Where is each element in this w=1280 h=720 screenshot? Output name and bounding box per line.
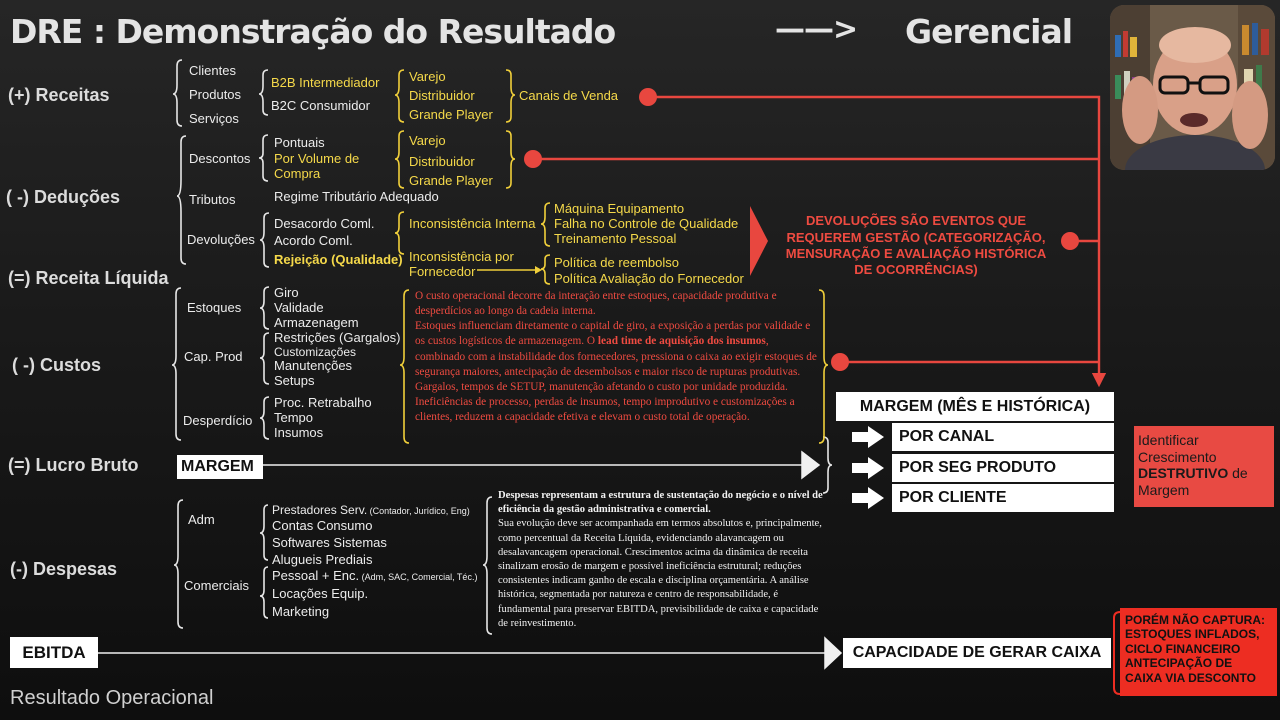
cap-item: Manutenções: [274, 358, 353, 373]
devolucoes-alert-line: DE OCORRÊNCIAS): [854, 262, 978, 277]
devolucoes-alert-line: MENSURAÇÃO E AVALIAÇÃO HISTÓRICA: [785, 246, 1047, 261]
arrow-right-icon: [852, 457, 884, 479]
margem-por-seg-produto: POR SEG PRODUTO: [892, 454, 1114, 482]
margem-por-canal: POR CANAL: [892, 423, 1114, 451]
inconsistencia-fornecedor: Inconsistência por: [409, 249, 514, 264]
margem-note: Identificar Crescimento DESTRUTIVO de Margem: [1134, 426, 1274, 507]
capacidade-box: CAPACIDADE DE GERAR CAIXA: [843, 638, 1111, 668]
channel-item: Distribuidor: [409, 88, 475, 103]
desperdicio-item: Insumos: [274, 425, 324, 440]
fornecedor-cause: Política Avaliação do Fornecedor: [554, 271, 744, 286]
estoques-item: Validade: [274, 300, 324, 315]
adm-item: Softwares Sistemas: [272, 535, 387, 550]
interna-cause: Máquina Equipamento: [554, 201, 685, 216]
receitas-item: Produtos: [189, 87, 242, 102]
arrow-right-icon: [852, 487, 884, 509]
channel-item: Grande Player: [409, 107, 493, 122]
desacordo-label: Desacordo Coml.: [274, 216, 375, 231]
estoques-label: Estoques: [187, 300, 242, 315]
header-arrow: ——>: [775, 12, 858, 47]
adm-item: Prestadores Serv. (Contador, Jurídico, Eng): [272, 503, 470, 517]
pontuais-label: Pontuais: [274, 135, 325, 150]
b2b-label: B2B Intermediador: [271, 75, 380, 90]
channel-item: Varejo: [409, 69, 446, 84]
presenter-photo-icon: [1110, 5, 1275, 170]
receitas-item: Serviços: [189, 111, 239, 126]
comerciais-label: Comerciais: [184, 578, 250, 593]
comerciais-item: Pessoal + Enc. (Adm, SAC, Comercial, Téc.): [272, 568, 478, 583]
red-dot-icon: [524, 150, 542, 168]
cap-item: Setups: [274, 373, 315, 388]
desperdicio-item: Tempo: [274, 410, 314, 425]
level-resultado-operacional: Resultado Operacional: [10, 687, 214, 709]
ebitda-warning: PORÉM NÃO CAPTURA: ESTOQUES INFLADOS, CICLO FINANCEIRO ANTECIPAÇÃO DE CAIXA VIA DESCONTO: [1120, 608, 1277, 696]
level-receitas: (+) Receitas: [8, 85, 110, 105]
level-lucro-bruto: (=) Lucro Bruto: [8, 455, 139, 475]
descontos-label: Descontos: [189, 151, 251, 166]
comerciais-item: Marketing: [272, 604, 330, 619]
interna-cause: Treinamento Pessoal: [554, 231, 677, 246]
desperdicio-item: Proc. Retrabalho: [274, 395, 372, 410]
tributos-label: Tributos: [189, 192, 236, 207]
compra-label: Compra: [274, 166, 321, 181]
regime-label: Regime Tributário Adequado: [274, 189, 439, 204]
acordo-label: Acordo Coml.: [274, 233, 353, 248]
margem-box: MARGEM: [177, 455, 263, 479]
interna-cause: Falha no Controle de Qualidade: [554, 216, 739, 231]
cap-item: Customizações: [274, 345, 357, 359]
inconsistencia-interna: Inconsistência Interna: [409, 216, 536, 231]
receitas-item: Clientes: [189, 63, 236, 78]
fornecedor-cause: Política de reembolso: [554, 255, 680, 270]
devolucoes-label: Devoluções: [187, 232, 255, 247]
page-title: DRE : Demonstração do Resultado: [10, 12, 616, 51]
presenter-photo: [1110, 5, 1275, 170]
rejeicao-label: Rejeição (Qualidade): [274, 252, 403, 267]
por-volume-label: Por Volume de: [274, 151, 360, 166]
cap-prod-label: Cap. Prod: [184, 349, 243, 364]
deducoes-channel: Grande Player: [409, 173, 493, 188]
header-right: Gerencial: [905, 12, 1073, 51]
inconsistencia-fornecedor: Fornecedor: [409, 264, 476, 279]
red-dot-icon: [639, 88, 657, 106]
estoques-item: Giro: [274, 285, 299, 300]
cap-item: Restrições (Gargalos): [274, 330, 401, 345]
level-deducoes: ( -) Deduções: [6, 187, 121, 207]
arrow-right-icon: [852, 426, 884, 448]
yellow-arrow: [477, 266, 542, 274]
level-receita-liquida: (=) Receita Líquida: [8, 268, 169, 288]
devolucoes-alert-line: DEVOLUÇÕES SÃO EVENTOS QUE: [805, 213, 1027, 228]
margem-header: MARGEM (MÊS E HISTÓRICA): [836, 392, 1114, 421]
red-callout-arrow: [750, 206, 768, 276]
margem-arrow-icons: [852, 426, 884, 509]
level-despesas: (-) Despesas: [10, 559, 118, 579]
ebitda-box: EBITDA: [10, 637, 98, 668]
devolucoes-alert-line: REQUEREM GESTÃO (CATEGORIZAÇÃO,: [786, 230, 1046, 245]
b2c-label: B2C Consumidor: [271, 98, 370, 113]
deducoes-channel: Distribuidor: [409, 154, 475, 169]
adm-label: Adm: [188, 512, 215, 527]
comerciais-item: Locações Equip.: [272, 586, 369, 601]
level-custos: ( -) Custos: [12, 355, 101, 375]
red-dot-icon: [1061, 232, 1079, 250]
desperdicio-label: Desperdício: [183, 413, 253, 428]
adm-item: Contas Consumo: [272, 518, 373, 533]
custos-paragraph: O custo operacional decorre da interação entre estoques, capacidade produtiva e desperdícios ao longo da cadeia interna. Estoques influenciam diretamente o capital de giro, a exposição a perdas por validade e os custos logísticos de armazenagem. O lead time de aquisição dos insumos, combinado com a instabilidade dos fornecedores, pressiona o caixa ao exigir estoques de segurança maiores, antecipação de desembolsos e maior risco de rupturas produtivas. Gargalos, tempos de SETUP, manutenção afetando o custo por unidade produzida. Ineficiências de processo, perdas de insumos, tempo improdutivo e customizações a clientes, reduzem a capacidade efetiva e elevam o custo total de operação.: [415, 290, 817, 423]
margem-por-cliente: POR CLIENTE: [892, 484, 1114, 512]
red-dot-icon: [831, 353, 849, 371]
deducoes-channel: Varejo: [409, 133, 446, 148]
adm-item: Alugueis Prediais: [272, 552, 373, 567]
canais-de-venda: Canais de Venda: [519, 88, 619, 103]
estoques-item: Armazenagem: [274, 315, 359, 330]
despesas-paragraph: Despesas representam a estrutura de sustentação do negócio e o nível de eficiência da gestão administrativa e comercial. Sua evolução deve ser acompanhada em termos absolutos e, principalmente, como percentual da Receita Líquida, evidenciando alavancagem ou desalavancagem operacional. Crescimentos acima da dinâmica de receita sinalizam erosão de margem e possível ineficiência estrutural; reduções consistentes indicam ganho de escala e disciplina orçamentária. A análise histórica, segmentada por natureza e centro de responsabilidade, é fundamental para preservar EBITDA, previsibilidade de caixa e capacidade de reinvestimento.: [498, 490, 823, 629]
